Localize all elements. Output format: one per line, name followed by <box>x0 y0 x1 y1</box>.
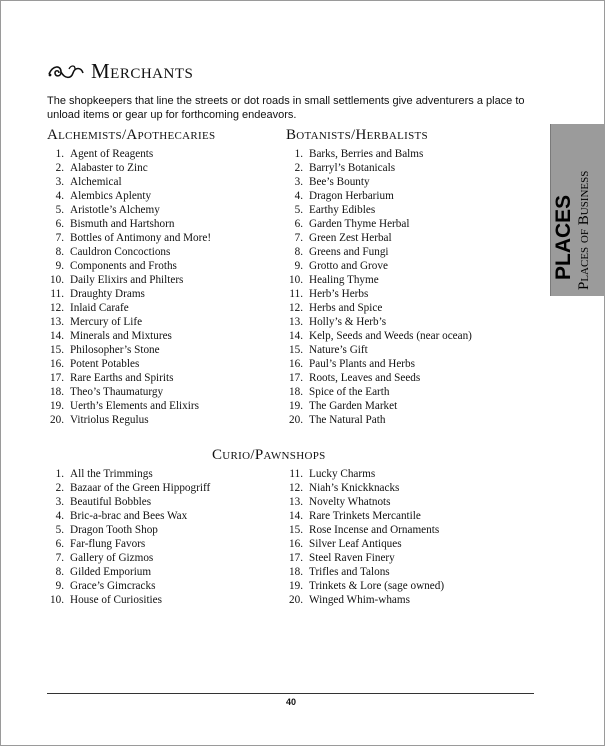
list-item <box>286 467 444 481</box>
botanists-list <box>286 147 472 427</box>
list-item <box>47 217 211 231</box>
intro-paragraph: The shopkeepers that line the streets or dot roads in small settlements give adventurers a place to unload items or gear up for forthcoming endeavors. <box>47 95 525 121</box>
list-item-text: Bazaar of the Green Hippogriff <box>70 482 211 494</box>
list-item <box>286 523 444 537</box>
list-item-number: 14. <box>289 510 303 522</box>
list-item <box>47 481 210 495</box>
list-item <box>47 175 211 189</box>
list-item-text: Theo’s Thaumaturgy <box>70 386 164 398</box>
list-item-number: 20. <box>289 414 303 426</box>
list-item-text: Nature’s Gift <box>309 344 368 356</box>
list-item-text: Uerth’s Elements and Elixirs <box>70 400 199 412</box>
list-item-text: Dragon Tooth Shop <box>70 524 158 536</box>
list-item-text: Winged Whim-whams <box>309 594 410 606</box>
list-item <box>286 385 472 399</box>
list-item <box>47 343 211 357</box>
list-item-text: Steel Raven Finery <box>309 552 395 564</box>
section-heading <box>47 59 193 84</box>
list-item-text: Roots, Leaves and Seeds <box>309 372 421 384</box>
list-item-text: Kelp, Seeds and Weeds (near ocean) <box>309 330 472 342</box>
list-item-text: Trifles and Talons <box>309 566 390 578</box>
list-item-number: 11. <box>289 468 303 480</box>
list-item-text: Garden Thyme Herbal <box>309 218 410 230</box>
list-item-text: Green Zest Herbal <box>309 232 392 244</box>
list-item <box>47 523 210 537</box>
list-item-number: 5. <box>294 204 303 216</box>
list-item <box>286 413 472 427</box>
list-item-number: 8. <box>55 566 64 578</box>
list-item-number: 15. <box>289 524 303 536</box>
list-item-number: 8. <box>294 246 303 258</box>
list-item-number: 2. <box>294 162 303 174</box>
list-item-number: 12. <box>289 482 303 494</box>
list-item <box>47 399 211 413</box>
list-item <box>286 551 444 565</box>
list-item-text: Draughty Drams <box>70 288 145 300</box>
list-item-text: Beautiful Bobbles <box>70 496 152 508</box>
list-item-text: Dragon Herbarium <box>309 190 394 202</box>
list-item-text: Potent Potables <box>70 358 140 370</box>
list-item <box>47 579 210 593</box>
list-item-number: 2. <box>55 162 64 174</box>
list-item <box>47 273 211 287</box>
list-item-number: 14. <box>50 330 64 342</box>
list-item <box>286 371 472 385</box>
list-item-number: 3. <box>294 176 303 188</box>
list-item <box>286 175 472 189</box>
list-item <box>286 329 472 343</box>
list-item <box>47 565 210 579</box>
list-item-text: Bric-a-brac and Bees Wax <box>70 510 188 522</box>
list-item <box>286 245 472 259</box>
list-item <box>47 259 211 273</box>
list-item-number: 8. <box>55 246 64 258</box>
list-item-text: Minerals and Mixtures <box>70 330 172 342</box>
list-item-text: Niah’s Knickknacks <box>309 482 400 494</box>
list-item-text: Daily Elixirs and Philters <box>70 274 184 286</box>
list-item-number: 9. <box>55 580 64 592</box>
list-item-number: 15. <box>289 344 303 356</box>
list-item <box>286 579 444 593</box>
list-item <box>286 481 444 495</box>
list-item-number: 16. <box>289 358 303 370</box>
list-item-number: 13. <box>289 496 303 508</box>
list-item-number: 18. <box>289 566 303 578</box>
list-item <box>47 301 211 315</box>
botanists-title: Botanists/Herbalists <box>286 127 428 143</box>
list-item <box>286 315 472 329</box>
list-item <box>286 495 444 509</box>
list-item <box>47 147 211 161</box>
list-item-text: Barks, Berries and Balms <box>309 148 424 160</box>
list-item-number: 19. <box>50 400 64 412</box>
list-item-text: The Natural Path <box>309 414 386 426</box>
list-item <box>47 245 211 259</box>
list-item <box>47 467 210 481</box>
list-item-number: 4. <box>294 190 303 202</box>
list-item-number: 19. <box>289 400 303 412</box>
list-item-number: 13. <box>50 316 64 328</box>
list-item-text: Components and Froths <box>70 260 177 272</box>
list-item-text: The Garden Market <box>309 400 398 412</box>
list-item-number: 10. <box>50 594 64 606</box>
list-item <box>286 217 472 231</box>
list-item <box>286 357 472 371</box>
list-item <box>47 161 211 175</box>
list-item-text: Holly’s & Herb’s <box>309 316 387 328</box>
alchemists-title: Alchemists/Apothecaries <box>47 127 216 143</box>
list-item-number: 4. <box>55 190 64 202</box>
list-item <box>286 259 472 273</box>
list-item-text: Grotto and Grove <box>309 260 388 272</box>
list-item <box>286 301 472 315</box>
list-item-text: Gilded Emporium <box>70 566 152 578</box>
list-item-text: Philosopher’s Stone <box>70 344 160 356</box>
list-item-number: 13. <box>289 316 303 328</box>
list-item <box>286 509 444 523</box>
list-item-number: 2. <box>55 482 64 494</box>
list-item-number: 16. <box>50 358 64 370</box>
list-item-text: Alchemical <box>70 176 122 188</box>
list-item <box>47 357 211 371</box>
list-item <box>286 189 472 203</box>
list-item-text: Bee’s Bounty <box>309 176 370 188</box>
page-number: 40 <box>285 697 296 707</box>
list-item-text: Healing Thyme <box>309 274 379 286</box>
list-item <box>286 593 444 607</box>
side-tab-main: PLACES <box>552 194 575 280</box>
list-item-number: 18. <box>289 386 303 398</box>
list-item <box>286 273 472 287</box>
list-item-text: Barryl’s Botanicals <box>309 162 396 174</box>
list-item-number: 6. <box>55 538 64 550</box>
list-item-text: Mercury of Life <box>70 316 143 328</box>
list-item-number: 12. <box>50 302 64 314</box>
curio-list-right <box>286 467 444 607</box>
list-item-text: Rare Trinkets Mercantile <box>309 510 421 522</box>
list-item-text: Aristotle’s Alchemy <box>70 204 160 216</box>
list-item-text: Trinkets & Lore (sage owned) <box>309 580 445 592</box>
list-item-text: Vitriolus Regulus <box>70 414 149 426</box>
list-item <box>47 315 211 329</box>
list-item-text: Far-flung Favors <box>70 538 146 550</box>
list-item-number: 20. <box>50 414 64 426</box>
list-item <box>47 509 210 523</box>
list-item-number: 18. <box>50 386 64 398</box>
list-item-text: Agent of Reagents <box>70 148 154 160</box>
list-item <box>47 551 210 565</box>
list-item-number: 10. <box>289 274 303 286</box>
list-item <box>47 495 210 509</box>
list-item-number: 12. <box>289 302 303 314</box>
list-item-number: 3. <box>55 176 64 188</box>
list-item <box>286 203 472 217</box>
list-item-text: Lucky Charms <box>309 468 376 480</box>
list-item-number: 19. <box>289 580 303 592</box>
list-item-text: Inlaid Carafe <box>70 302 129 314</box>
list-item-number: 20. <box>289 594 303 606</box>
list-item-text: Earthy Edibles <box>309 204 376 216</box>
side-tab <box>550 124 605 296</box>
list-item-number: 1. <box>294 148 303 160</box>
list-item <box>47 537 210 551</box>
list-item <box>47 413 211 427</box>
list-item-number: 1. <box>55 148 64 160</box>
curio-list-left <box>47 467 210 607</box>
list-item <box>47 203 211 217</box>
footer-rule <box>47 693 534 694</box>
list-item <box>47 231 211 245</box>
list-item-text: Gallery of Gizmos <box>70 552 154 564</box>
list-item-number: 5. <box>55 524 64 536</box>
list-item-text: Alabaster to Zinc <box>70 162 148 174</box>
list-item-text: Grace’s Gimcracks <box>70 580 156 592</box>
list-item-number: 6. <box>55 218 64 230</box>
list-item-number: 11. <box>289 288 303 300</box>
list-item-text: Alembics Aplenty <box>70 190 152 202</box>
list-item <box>286 537 444 551</box>
list-item-text: Paul’s Plants and Herbs <box>309 358 415 370</box>
list-item <box>286 231 472 245</box>
list-item <box>47 189 211 203</box>
list-item-number: 4. <box>55 510 64 522</box>
list-item-number: 5. <box>55 204 64 216</box>
list-item-number: 17. <box>289 372 303 384</box>
alchemists-list <box>47 147 211 427</box>
list-item-number: 11. <box>50 288 64 300</box>
ornamental-flourish-icon <box>47 61 85 83</box>
list-item-text: Rare Earths and Spirits <box>70 372 174 384</box>
list-item-text: Herbs and Spice <box>309 302 383 314</box>
list-item <box>47 593 210 607</box>
list-item-text: Silver Leaf Antiques <box>309 538 402 550</box>
list-item-number: 16. <box>289 538 303 550</box>
list-item-number: 15. <box>50 344 64 356</box>
list-item-number: 7. <box>294 232 303 244</box>
list-item-text: Novelty Whatnots <box>309 496 391 508</box>
list-item-text: Spice of the Earth <box>309 386 390 398</box>
list-item <box>47 287 211 301</box>
list-item <box>286 565 444 579</box>
list-item <box>286 287 472 301</box>
list-item <box>286 147 472 161</box>
list-item <box>47 385 211 399</box>
list-item-number: 17. <box>50 372 64 384</box>
list-item <box>47 329 211 343</box>
list-item-text: House of Curiosities <box>70 594 162 606</box>
curio-title: Curio/Pawnshops <box>212 447 326 463</box>
page-title: Merchants <box>91 59 194 83</box>
list-item <box>286 343 472 357</box>
list-item-number: 1. <box>55 468 64 480</box>
list-item-text: Greens and Fungi <box>309 246 389 258</box>
list-item <box>47 371 211 385</box>
list-item-number: 7. <box>55 552 64 564</box>
list-item <box>286 161 472 175</box>
list-item-text: Herb’s Herbs <box>309 288 369 300</box>
list-item-text: Cauldron Concoctions <box>70 246 171 258</box>
list-item-text: All the Trimmings <box>70 468 153 480</box>
list-item-number: 6. <box>294 218 303 230</box>
list-item <box>286 399 472 413</box>
list-item-text: Rose Incense and Ornaments <box>309 524 440 536</box>
list-item-number: 7. <box>55 232 64 244</box>
list-item-text: Bottles of Antimony and More! <box>70 232 212 244</box>
list-item-number: 9. <box>294 260 303 272</box>
list-item-number: 10. <box>50 274 64 286</box>
list-item-number: 3. <box>55 496 64 508</box>
side-tab-sub: Places of Business <box>576 170 592 290</box>
list-item-number: 14. <box>289 330 303 342</box>
list-item-number: 17. <box>289 552 303 564</box>
list-item-text: Bismuth and Hartshorn <box>70 218 175 230</box>
list-item-number: 9. <box>55 260 64 272</box>
